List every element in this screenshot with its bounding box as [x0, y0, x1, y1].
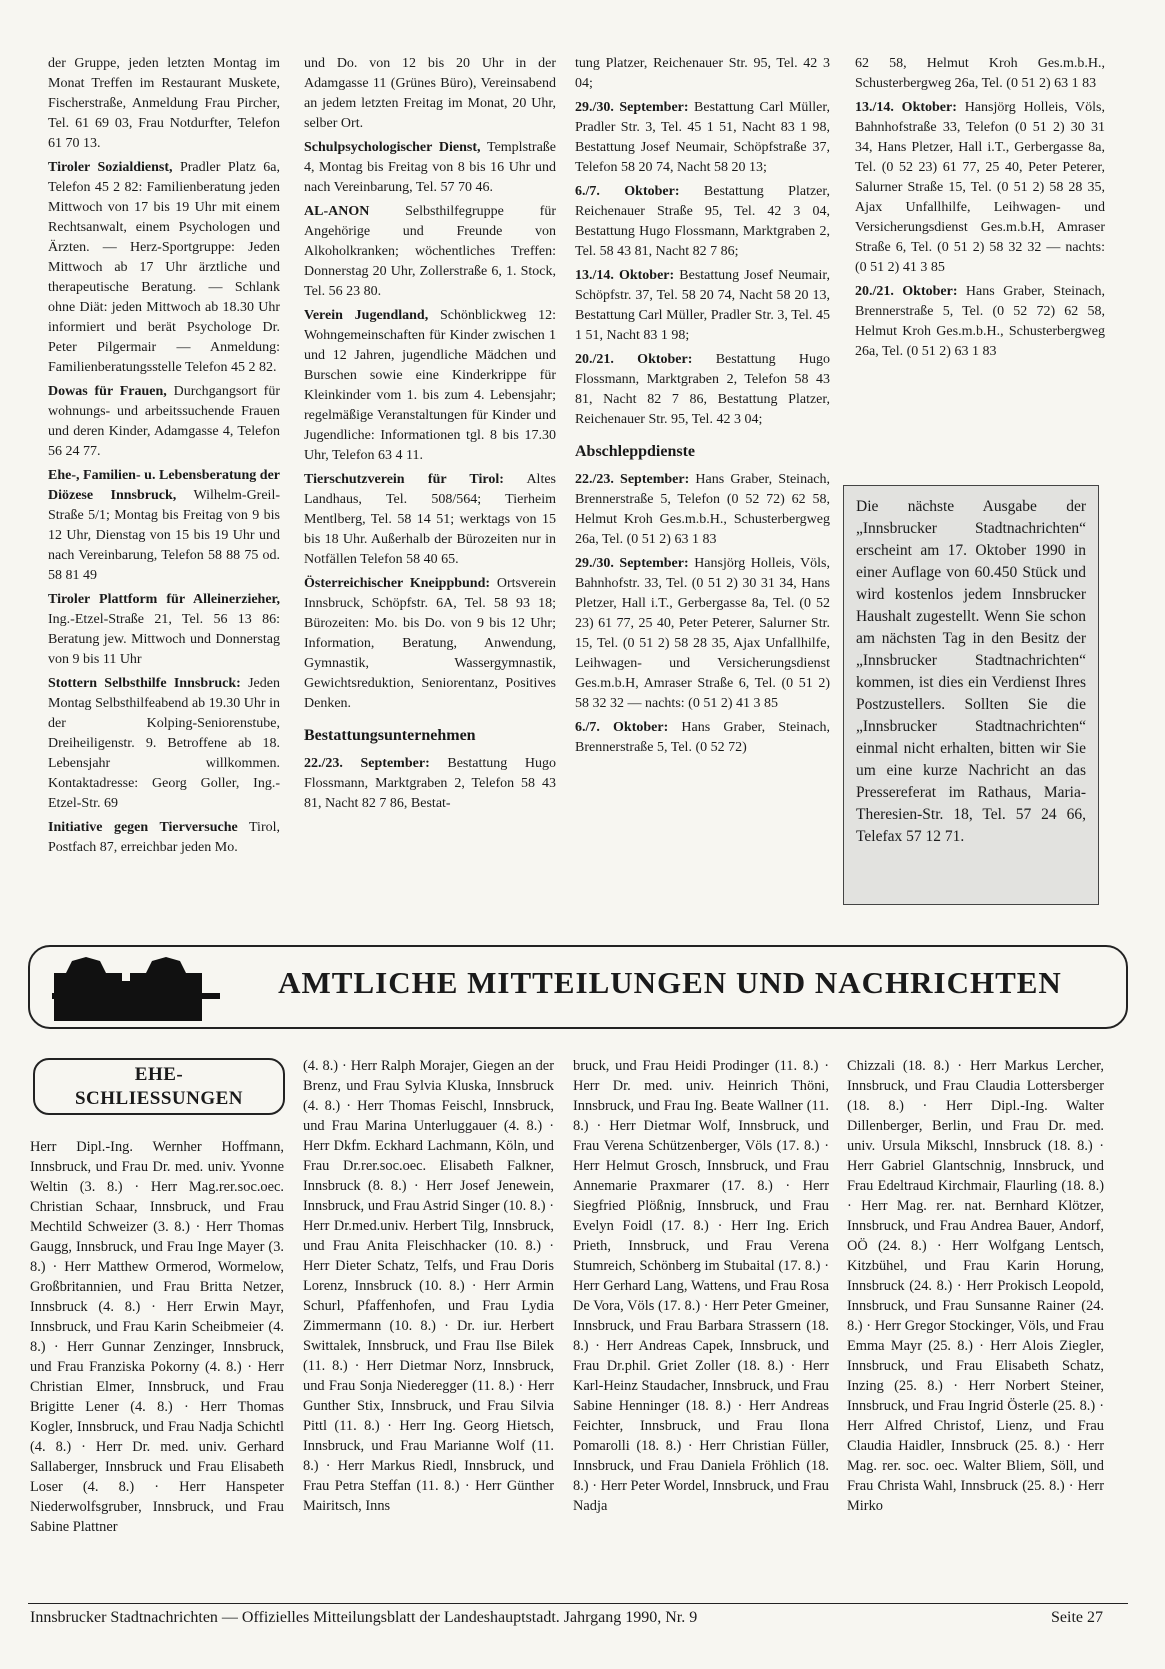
listing-entry: [304, 54, 556, 134]
section-heading: Abschleppdienste: [575, 443, 696, 460]
marriages-text-1: Herr Dipl.-Ing. Wernher Hoffmann, Innsbruck, und Frau Dr. med. univ. Yvonne Weltin (3. 8.) · Herr Mag.rer.soc.oec. Christian Schaar, Innsbruck, und Frau Mechtild Schweizer (3. 8.) · Herr Thomas Gaugg, Innsbruck, und Frau Inge Mayer (3. 8.) · Herr Matthew Ormerod, Wormelow, Großbritannien, und Frau Britta Netzer, Innsbruck (4. 8.) · Herr Erwin Mayr, Innsbruck, und Frau Karin Scheibmeier (4. 8.) · Herr Gunnar Zenzinger, Innsbruck, und Frau Franziska Pokorny (4. 8.) · Herr Christian Elmer, Innsbruck, und Frau Brigitte Lener (4. 8.) · Herr Thomas Kogler, Innsbruck, und Frau Nadja Schichtl (4. 8.) · Herr Dr. med. univ. Gerhard Sallaberger, Innsbruck und Frau Elisabeth Loser (4. 8.) · Herr Hanspeter Niederwolfsgruber, Innsbruck, und Frau Sabine Plattner: [30, 1139, 284, 1535]
entry-text: Hansjörg Holleis, Völs, Bahnhofstraße 33, Telefon (0 51 2) 30 31 34, Hans Pletzer, Hall i.T., Gerbergasse 8a, Tel. (0 52 23) 61 77, 25 40, Peter Peterer, Salurner Straße 15, Tel. (0 51 2) 58 28 35, Ajax Unfallhilfe, Leihwagen- und Versicherungsdienst Ges.m.b.H, Amraser Straße 6, Tel. (0 51 2) 58 32 32 — nachts: (0 51 2) 41 3 85: [855, 100, 1105, 275]
section-banner: [28, 945, 1128, 1029]
listing-entry: [575, 266, 830, 346]
footer-rule: [28, 1603, 1128, 1604]
entry-text: Bestattung Carl Müller, Pradler Str. 3, Tel. 45 1 51, Nacht 83 1 98, Bestattung Josef Neumair, Schöpfstraße 37, Telefon 58 20 74, Nacht 58 20 13;: [575, 100, 830, 175]
entry-lead: AL-ANON: [304, 204, 370, 219]
entry-lead: Tierschutzverein für Tirol:: [304, 472, 504, 487]
entry-text: Bestattung Josef Neumair, Schöpfstr. 37, Tel. 58 20 74, Nacht 58 20 13, Bestattung Carl Müller, Pradler Str. 3, Tel. 45 1 51, Nacht 83 1 98;: [575, 268, 830, 343]
entry-text: Hansjörg Holleis, Völs, Bahnhofstr. 33, Tel. (0 51 2) 30 31 34, Hans Pletzer, Hall i.T., Gerbergasse 8a, Tel. (0 52 23) 61 77, 25 40, Peter Peterer, Salurner Str. 15, Tel. (0 51 2) 58 28 35, Ajax Unfallhilfe, Leihwagen- und Versicherungsdienst Ges.m.b.H, Amraser Straße 6, Tel. (0 51 2) 58 32 32 — nachts: (0 51 2) 41 3 85: [575, 556, 830, 711]
entry-lead: 13./14. Oktober:: [575, 268, 675, 283]
listing-entry: [575, 98, 830, 178]
entry-lead: Verein Jugendland,: [304, 308, 429, 323]
entry-text: Selbsthilfegruppe für Angehörige und Freunde von Alkoholkranken; wöchentliches Treffen: Donnerstag 20 Uhr, Zollerstraße 6, 1. Stock, Tel. 56 23 80.: [304, 204, 556, 299]
listing-entry: [855, 98, 1105, 278]
entry-text: der Gruppe, jeden letzten Montag im Monat Treffen im Restaurant Muskete, Fischerstraße, Anmeldung Frau Pircher, Tel. 61 69 03, Frau Notdurfter, Telefon 61 70 13.: [48, 56, 280, 151]
marriages-heading-line2: SCHLIESSUNGEN: [74, 1088, 244, 1109]
listing-entry: [575, 350, 830, 430]
entry-lead: Stottern Selbsthilfe Innsbruck:: [48, 676, 241, 691]
listing-entry: [304, 306, 556, 466]
marriages-column-2: [303, 1056, 554, 1578]
entry-text: Pradler Platz 6a, Telefon 45 2 82: Familienberatung jeden Mittwoch von 17 bis 19 Uhr mit einem Rechtsanwalt, einem Psychologen und Ärzten. — Herz-Sportgruppe: Jeden Mittwoch ab 17 Uhr ärztliche und therapeutische Beratung. — Schlank ohne Diät: jeden Mittwoch ab 18.30 Uhr informiert und berät Psychologe Dr. Peter Pilgermair — Anmeldung: Familienberatungsstelle Telefon 45 2 82.: [48, 160, 280, 375]
entry-lead: 22./23. September:: [575, 472, 690, 487]
entry-text: Ortsverein Innsbruck, Schöpfstr. 6A, Tel. 58 93 18; Bürozeiten: Mo. bis Do. von 9 bis 12 Uhr; Information, Beratung, Anwendung, Gymnastik, Wassergymnastik, Gewichtsreduktion, Seniorentanz, Positives Denken.: [304, 576, 556, 711]
marriages-text-3: bruck, und Frau Heidi Prodinger (11. 8.) · Herr Dr. med. univ. Heinrich Thöni, Innsbruck, und Frau Ing. Beate Wallner (11. 8.) · Herr Dietmar Wolf, Innsbruck, und Frau Verena Schützenberger, Völs (17. 8.) · Herr Helmut Grosch, Innsbruck, und Frau Annemarie Praxmarer (17. 8.) · Herr Siegfried Plößnig, Innsbruck, und Frau Evelyn Foidl (17. 8.) · Herr Ing. Erich Prieth, Innsbruck, und Frau Verena Stumreich, Schönberg im Stubaital (17. 8.) · Herr Gerhard Lang, Wattens, und Frau Rosa De Vora, Völs (17. 8.) · Herr Peter Gmeiner, Innsbruck, und Frau Barbara Strassern (18. 8.) · Herr Andreas Capek, Innsbruck, und Frau Dr.phil. Griet Zoller (18. 8.) · Herr Karl-Heinz Staudacher, Innsbruck, und Frau Sabine Henninger (18. 8.) · Herr Andreas Feichter, Innsbruck, und Frau Ilona Pomarolli (18. 8.) · Herr Christian Füller, Innsbruck, und Frau Daniela Fröhlich (18. 8.) · Herr Peter Wordel, Innsbruck, und Frau Nadja: [573, 1058, 829, 1514]
entry-text: Bestattung Platzer, Reichenauer Straße 95, Tel. 42 3 04, Bestattung Hugo Flossmann, Marktgraben 2, Tel. 58 43 81, Nacht 82 7 86;: [575, 184, 830, 259]
listing-entry: [48, 466, 280, 586]
listing-entry: [304, 470, 556, 570]
next-issue-notice: [843, 485, 1099, 905]
marriages-column-3: [573, 1056, 829, 1578]
entry-lead: Tiroler Sozialdienst,: [48, 160, 173, 175]
listing-entry: [48, 158, 280, 378]
footer-publication: Innsbrucker Stadtnachrichten — Offizielles Mitteilungsblatt der Landeshauptstadt. Jahrgang 1990, Nr. 9: [30, 1609, 698, 1626]
top-column-2: [304, 54, 556, 924]
notice-text: Die nächste Ausgabe der „Innsbrucker Stadtnachrichten“ erscheint am 17. Oktober 1990 in einer Auflage von 60.450 Stück und wird kostenlos jedem Innsbrucker Haushalt zugestellt. Wenn Sie schon am nächsten Tag in den Besitz der „Innsbrucker Stadtnachrichten“ kommen, ist dies ein Verdienst Ihres Postzustellers. Sollten Sie die „Innsbrucker Stadtnachrichten“ einmal nicht erhalten, bitten wir Sie um eine kurze Nachricht an das Pressereferat im Rathaus, Maria-Theresien-Str. 18, Tel. 57 24 66, Telefax 57 12 71.: [856, 498, 1086, 845]
entry-lead: 22./23. September:: [304, 756, 430, 771]
entry-lead: 6./7. Oktober:: [575, 184, 680, 199]
banner-title: AMTLICHE MITTEILUNGEN UND NACHRICHTEN: [278, 965, 1062, 1000]
page-number: Seite 27: [1051, 1609, 1103, 1626]
marriages-heading-line1: EHE-: [134, 1064, 184, 1085]
entry-lead: 13./14. Oktober:: [855, 100, 957, 115]
entry-lead: Schulpsychologischer Dienst,: [304, 140, 481, 155]
listing-entry: [575, 54, 830, 94]
entry-text: Templstraße 4, Montag bis Freitag von 8 bis 16 Uhr und nach Vereinbarung, Tel. 57 70 46.: [304, 140, 556, 195]
entry-text: 62 58, Helmut Kroh Ges.m.b.H., Schusterbergweg 26a, Tel. (0 51 2) 63 1 83: [855, 56, 1105, 91]
entry-text: Bestattung Hugo Flossmann, Marktgraben 2, Telefon 58 43 81, Nacht 82 7 86, Bestat-: [304, 756, 556, 811]
listing-entry: [304, 574, 556, 714]
entry-lead: Initiative gegen Tierversuche: [48, 820, 238, 835]
listing-entry: [575, 182, 830, 262]
entry-text: und Do. von 12 bis 20 Uhr in der Adamgasse 11 (Grünes Büro), Vereinsabend an jedem letzten Freitag im Monat, 20 Uhr, selber Ort.: [304, 56, 556, 131]
section-heading: Bestattungsunternehmen: [304, 727, 476, 744]
entry-text: Hans Graber, Steinach, Brennerstraße 5, Tel. (0 52 72): [575, 720, 830, 755]
entry-lead: 29./30. September:: [575, 556, 689, 571]
city-coat-of-arms-icon: [52, 951, 222, 1025]
listing-entry: [304, 754, 556, 814]
entry-lead: 29./30. September:: [575, 100, 689, 115]
listing-entry: [304, 138, 556, 198]
entry-lead: 20./21. Oktober:: [855, 284, 958, 299]
listing-entry: [575, 470, 830, 550]
entry-text: Schönblickweg 12: Wohngemeinschaften für Kinder zwischen 1 und 12 Jahren, jugendliche Mädchen und Burschen sowie eine Kinderkrippe für Kleinkinder vom 1. bis zum 4. Lebensjahr; regelmäßige Veranstaltungen für Kinder und Jugendliche: Informationen tgl. 8 bis 17.30 Uhr, Telefon 63 4 11.: [304, 308, 556, 463]
entry-lead: Tiroler Plattform für Alleinerzieher,: [48, 592, 280, 607]
entry-text: tung Platzer, Reichenauer Str. 95, Tel. 42 3 04;: [575, 56, 830, 91]
marriages-heading-box: [33, 1058, 285, 1115]
entry-text: Hans Graber, Steinach, Brennerstraße 5, Tel. (0 52 72) 62 58, Helmut Kroh Ges.m.b.H., Schusterbergweg 26a, Tel. (0 51 2) 63 1 83: [855, 284, 1105, 359]
listing-entry: [855, 54, 1105, 94]
listing-entry: [48, 382, 280, 462]
listing-entry: [48, 674, 280, 814]
listing-entry: [855, 282, 1105, 362]
listing-entry: [48, 590, 280, 670]
listing-entry: [304, 202, 556, 302]
entry-text: Bestattung Hugo Flossmann, Marktgraben 2, Telefon 58 43 81, Nacht 82 7 86, Bestattung Platzer, Reichenauer Str. 95, Tel. 42 3 04;: [575, 352, 830, 427]
entry-lead: 20./21. Oktober:: [575, 352, 693, 367]
top-column-4: [855, 54, 1105, 474]
entry-lead: Ehe-, Familien- u. Lebensberatung der Diözese Innsbruck,: [48, 468, 280, 503]
marriages-column-1: [30, 1137, 284, 1577]
entry-text: Wilhelm-Greil-Straße 5/1; Montag bis Freitag von 9 bis 12 Uhr, Dienstag von 15 bis 19 Uhr und nach Vereinbarung, Telefon 58 88 75 od. 58 81 49: [48, 488, 280, 583]
marriages-column-4: [847, 1056, 1104, 1578]
entry-text: Altes Landhaus, Tel. 508/564; Tierheim Mentlberg, Tel. 58 14 51; werktags von 15 bis 18 Uhr. Außerhalb der Bürozeiten nur in Notfällen Telefon 58 40 65.: [304, 472, 556, 567]
entry-text: Durchgangsort für wohnungs- und arbeitssuchende Frauen und deren Kinder, Adamgasse 4, Telefon 56 24 77.: [48, 384, 280, 459]
marriages-text-2: (4. 8.) · Herr Ralph Morajer, Giegen an der Brenz, und Frau Sylvia Kluska, Innsbruck (4. 8.) · Herr Thomas Feischl, Innsbruck, und Frau Marina Unterluggauer (4. 8.) · Herr Dkfm. Eckhard Lachmann, Köln, und Frau Dr.rer.soc.oec. Elisabeth Falkner, Innsbruck (8. 8.) · Herr Josef Jenewein, Innsbruck, und Frau Astrid Singer (10. 8.) · Herr Dr.med.univ. Herbert Tilg, Innsbruck, und Frau Anita Fleischhacker (10. 8.) · Herr Dieter Schatz, Telfs, und Frau Doris Lorenz, Innsbruck (10. 8.) · Herr Armin Schurl, Pfaffenhofen, und Frau Lydia Zimmermann (10. 8.) · Dr. iur. Herbert Swittalek, Innsbruck, und Frau Ilse Bilek (11. 8.) · Herr Dietmar Norz, Innsbruck, und Frau Sonja Niederegger (11. 8.) · Herr Gunther Stix, Innsbruck, und Frau Silvia Pittl (11. 8.) · Herr Ing. Georg Hietsch, Innsbruck, und Frau Marianne Wolf (11. 8.) · Herr Markus Riedl, Innsbruck, und Frau Petra Steffan (11. 8.) · Herr Günther Mairitsch, Inns: [303, 1058, 554, 1514]
top-column-3: [575, 54, 830, 924]
top-column-1: [48, 54, 280, 924]
entry-text: Tirol, Postfach 87, erreichbar jeden Mo.: [48, 820, 280, 855]
entry-lead: 6./7. Oktober:: [575, 720, 669, 735]
listing-entry: [575, 718, 830, 758]
entry-text: Ing.-Etzel-Straße 21, Tel. 56 13 86: Beratung jew. Mittwoch und Donnerstag von 9 bis 11 Uhr: [48, 612, 280, 667]
listing-entry: [48, 818, 280, 858]
listing-entry: [575, 554, 830, 714]
entry-lead: Österreichischer Kneippbund:: [304, 576, 491, 591]
listing-entry: [48, 54, 280, 154]
entry-lead: Dowas für Frauen,: [48, 384, 167, 399]
entry-text: Hans Graber, Steinach, Brennerstraße 5, Telefon (0 52 72) 62 58, Helmut Kroh Ges.m.b.H., Schusterbergweg 26a, Tel. (0 51 2) 63 1 83: [575, 472, 830, 547]
entry-text: Jeden Montag Selbsthilfeabend ab 19.30 Uhr in der Kolping-Seniorenstube, Dreiheiligenstr. 9. Betroffene ab 18. Lebensjahr willkommen. Kontaktadresse: Georg Goller, Ing.-Etzel-Str. 69: [48, 676, 280, 811]
marriages-text-4: Chizzali (18. 8.) · Herr Markus Lercher, Innsbruck, und Frau Claudia Lottersberger (18. 8.) · Herr Dipl.-Ing. Walter Dillenberger, Berlin, und Frau Dr. med. univ. Ursula Mikschl, Innsbruck (18. 8.) · Herr Gabriel Glantschnig, Innsbruck, und Frau Edeltraud Kirchmair, Flaurling (18. 8.) · Herr Mag. rer. nat. Bernhard Klötzer, Innsbruck, und Frau Andrea Bauer, Andorf, OÖ (24. 8.) · Herr Wolfgang Lentsch, Kitzbühel, und Frau Karin Horung, Innsbruck (24. 8.) · Herr Prokisch Leopold, Innsbruck, und Frau Sunsanne Rainer (24. 8.) · Herr Gregor Stockinger, Völs, und Frau Emma Mayr (25. 8.) · Herr Alois Ziegler, Innsbruck, und Frau Elisabeth Schatz, Inzing (25. 8.) · Herr Norbert Steiner, Innsbruck, und Frau Ingrid Österle (25. 8.) · Herr Alfred Christof, Lienz, und Frau Claudia Haidler, Innsbruck (25. 8.) · Herr Mag. rer. soc. oec. Walter Bliem, Söll, und Frau Christa Wahl, Innsbruck (25. 8.) · Herr Mirko: [847, 1058, 1104, 1514]
